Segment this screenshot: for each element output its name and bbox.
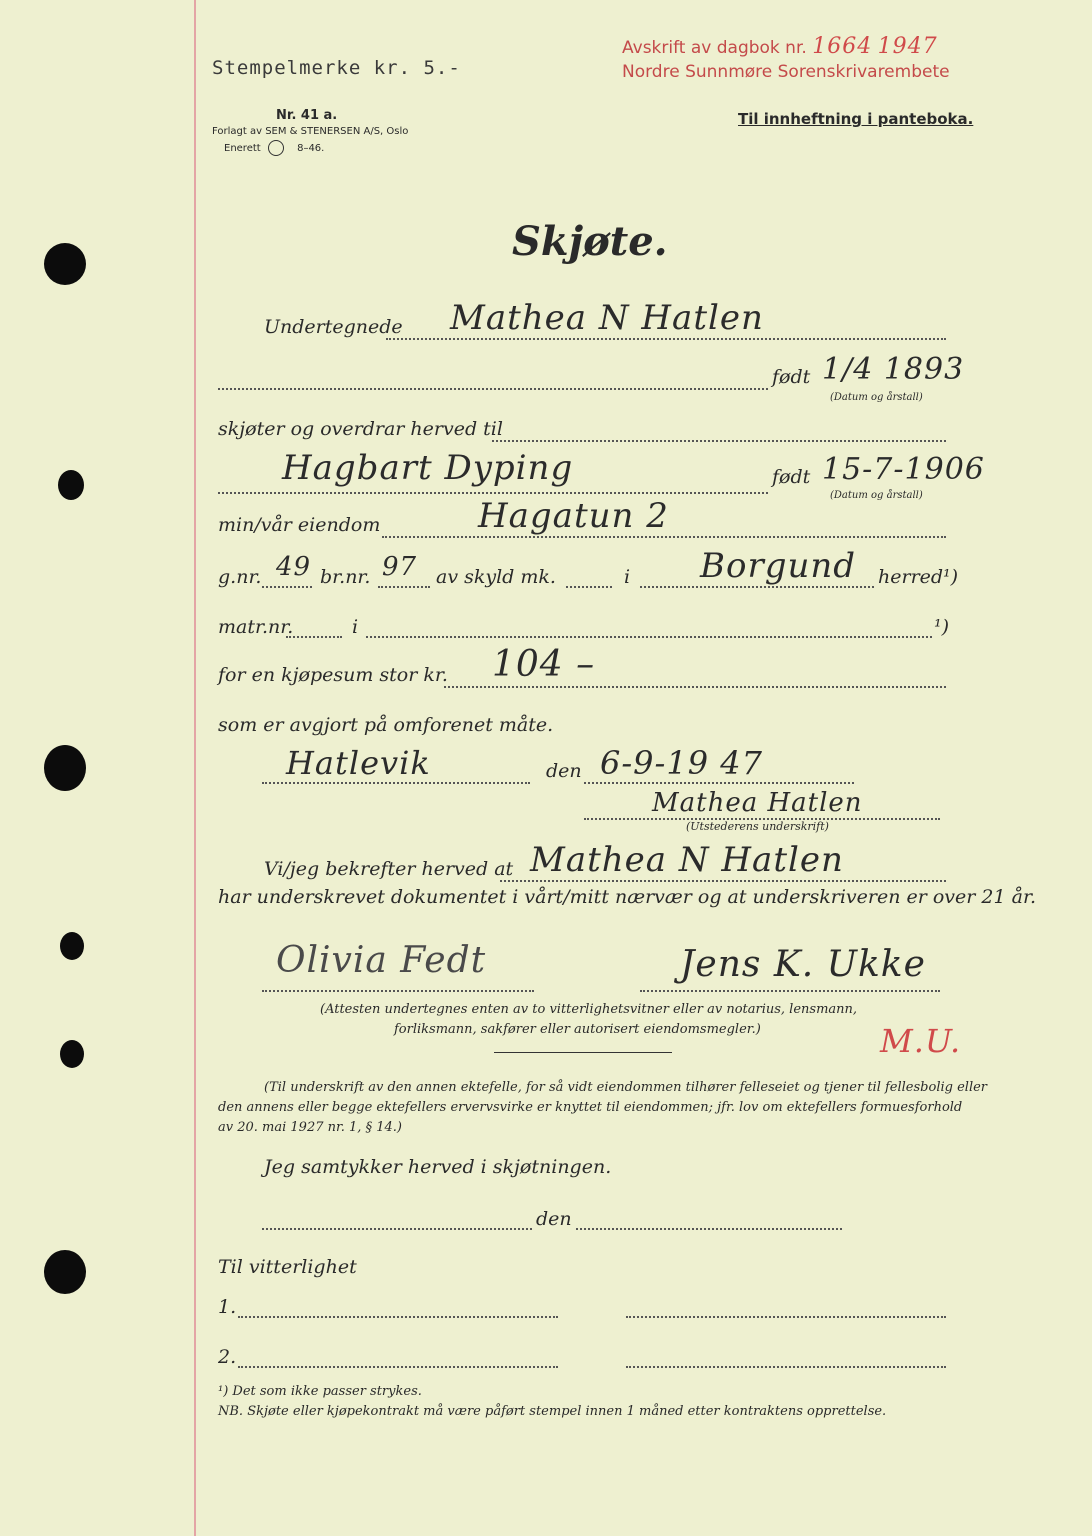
witness-sign-line-1 — [262, 990, 534, 992]
punch-hole — [44, 745, 86, 791]
matr-line-2 — [366, 636, 932, 638]
separator-line — [494, 1052, 672, 1053]
binding-note: Til innheftning i panteboka. — [738, 110, 974, 128]
eiendom-line — [382, 536, 946, 538]
gnr-line — [262, 586, 312, 588]
buyer-fodt-value: 15-7-1906 — [822, 452, 985, 487]
herred-line — [640, 586, 874, 588]
buyer-line — [218, 492, 768, 494]
underskrevet-text: har underskrevet dokumentet i vårt/mitt nærvær og at underskriveren er over 21 år. — [218, 886, 1036, 908]
bekrefter-value: Mathea N Hatlen — [530, 840, 844, 880]
brnr-value: 97 — [382, 552, 418, 582]
samtykker-text: Jeg samtykker herved i skjøtningen. — [264, 1156, 612, 1178]
skjoter-line — [492, 440, 946, 442]
bekrefter-line — [500, 880, 946, 882]
signature-caption: (Utstederens underskrift) — [686, 820, 829, 833]
witness-line-2-label: 2. — [218, 1346, 237, 1368]
register-number: 1664 — [812, 34, 873, 59]
i-label: i — [624, 566, 631, 588]
fodt-label: født — [772, 366, 811, 388]
punch-hole — [60, 932, 84, 960]
witness-line-2a — [238, 1366, 558, 1368]
matr-line — [286, 636, 342, 638]
herred-value: Borgund — [700, 546, 857, 586]
register-label: Avskrift av dagbok nr. — [622, 38, 807, 58]
place-line — [262, 782, 530, 784]
avgjort-label: som er avgjort på omforenet måte. — [218, 714, 554, 736]
document-title: Skjøte. — [512, 218, 668, 265]
enerett-text — [224, 140, 324, 156]
register-year: 1947 — [877, 34, 938, 59]
eiendom-label: min/vår eiendom — [218, 514, 381, 536]
undertegnede-line-2 — [218, 388, 768, 390]
skyld-line — [566, 586, 612, 588]
footnote-nb: NB. Skjøte eller kjøpekontrakt må være påført stempel innen 1 måned etter kontraktens opprettelse. — [218, 1404, 887, 1419]
gnr-value: 49 — [276, 552, 312, 582]
publisher-logo — [268, 140, 284, 156]
gnr-label: g.nr. — [218, 566, 262, 588]
witness-line-1b — [626, 1316, 946, 1318]
den-label: den — [546, 760, 582, 782]
kjopesum-line — [444, 686, 946, 688]
witness-signature-1: Olivia Fedt — [276, 940, 487, 981]
spouse-note-2: den annens eller begge ektefellers ervervsvirke er knyttet til eiendommen; jfr. lov om ektefellers formuesforhold — [218, 1100, 963, 1115]
herred-label: herred¹) — [878, 566, 959, 588]
place-value: Hatlevik — [286, 744, 431, 782]
witness-line-1a — [238, 1316, 558, 1318]
undertegnede-value: Mathea N Hatlen — [450, 298, 764, 338]
footnote-1: ¹) Det som ikke passer strykes. — [218, 1384, 422, 1399]
punch-hole — [44, 1250, 86, 1294]
consent-date-line — [576, 1228, 842, 1230]
matr-end: ¹) — [934, 616, 950, 638]
spouse-note-1: (Til underskrift av den annen ektefelle, for så vidt eiendommen tilhører felleseiet og tjener til fellesbolig eller — [264, 1080, 988, 1095]
skyld-label: av skyld mk. — [436, 566, 556, 588]
skjoter-label: skjøter og overdrar herved til — [218, 418, 503, 440]
court-name: Nordre Sunnmøre Sorenskrivarembete — [622, 62, 950, 82]
initials-mark: M.U. — [880, 1022, 962, 1060]
matr-i-label: i — [352, 616, 359, 638]
attest-note-2: forliksmann, sakfører eller autorisert eiendomsmegler.) — [394, 1022, 761, 1037]
buyer-value: Hagbart Dyping — [282, 448, 574, 488]
matr-label: matr.nr. — [218, 616, 294, 638]
margin-rule — [194, 0, 196, 1536]
spouse-note-3: av 20. mai 1927 nr. 1, § 14.) — [218, 1120, 402, 1135]
buyer-fodt-label: født — [772, 466, 811, 488]
fodt-value: 1/4 1893 — [822, 352, 965, 387]
stamp-duty-text: Stempelmerke kr. 5.- — [212, 57, 461, 79]
punch-hole — [58, 470, 84, 500]
publisher-text: Forlagt av SEM & STENERSEN A/S, Oslo — [212, 126, 409, 137]
undertegnede-line — [386, 338, 946, 340]
consent-place-line — [262, 1228, 532, 1230]
date-value: 6-9-19 47 — [600, 744, 763, 782]
datum-caption: (Datum og årstall) — [830, 392, 923, 403]
issuer-signature: Mathea Hatlen — [652, 788, 863, 818]
form-number: Nr. 41 a. — [276, 108, 338, 123]
date-line — [584, 782, 854, 784]
vitterlighet-label: Til vitterlighet — [218, 1256, 357, 1278]
register-line — [622, 34, 938, 59]
witness-line-2b — [626, 1366, 946, 1368]
print-date: 8–46. — [297, 143, 325, 154]
attest-note-1: (Attesten undertegnes enten av to vitterlighetsvitner eller av notarius, lensmann, — [320, 1002, 858, 1017]
witness-line-1-label: 1. — [218, 1296, 237, 1318]
punch-hole — [44, 243, 86, 285]
witness-sign-line-2 — [640, 990, 940, 992]
kjopesum-label: for en kjøpesum stor kr. — [218, 664, 448, 686]
bekrefter-label: Vi/jeg bekrefter herved at — [264, 858, 514, 880]
punch-hole — [60, 1040, 84, 1068]
undertegnede-label: Undertegnede — [264, 316, 403, 338]
enerett-label: Enerett — [224, 143, 261, 154]
eiendom-value: Hagatun 2 — [478, 496, 669, 536]
brnr-line — [378, 586, 430, 588]
brnr-label: br.nr. — [320, 566, 371, 588]
den-label-2: den — [536, 1208, 572, 1230]
witness-signature-2: Jens K. Ukke — [680, 944, 926, 985]
kjopesum-value: 104 – — [492, 644, 596, 685]
datum-caption-2: (Datum og årstall) — [830, 490, 923, 501]
